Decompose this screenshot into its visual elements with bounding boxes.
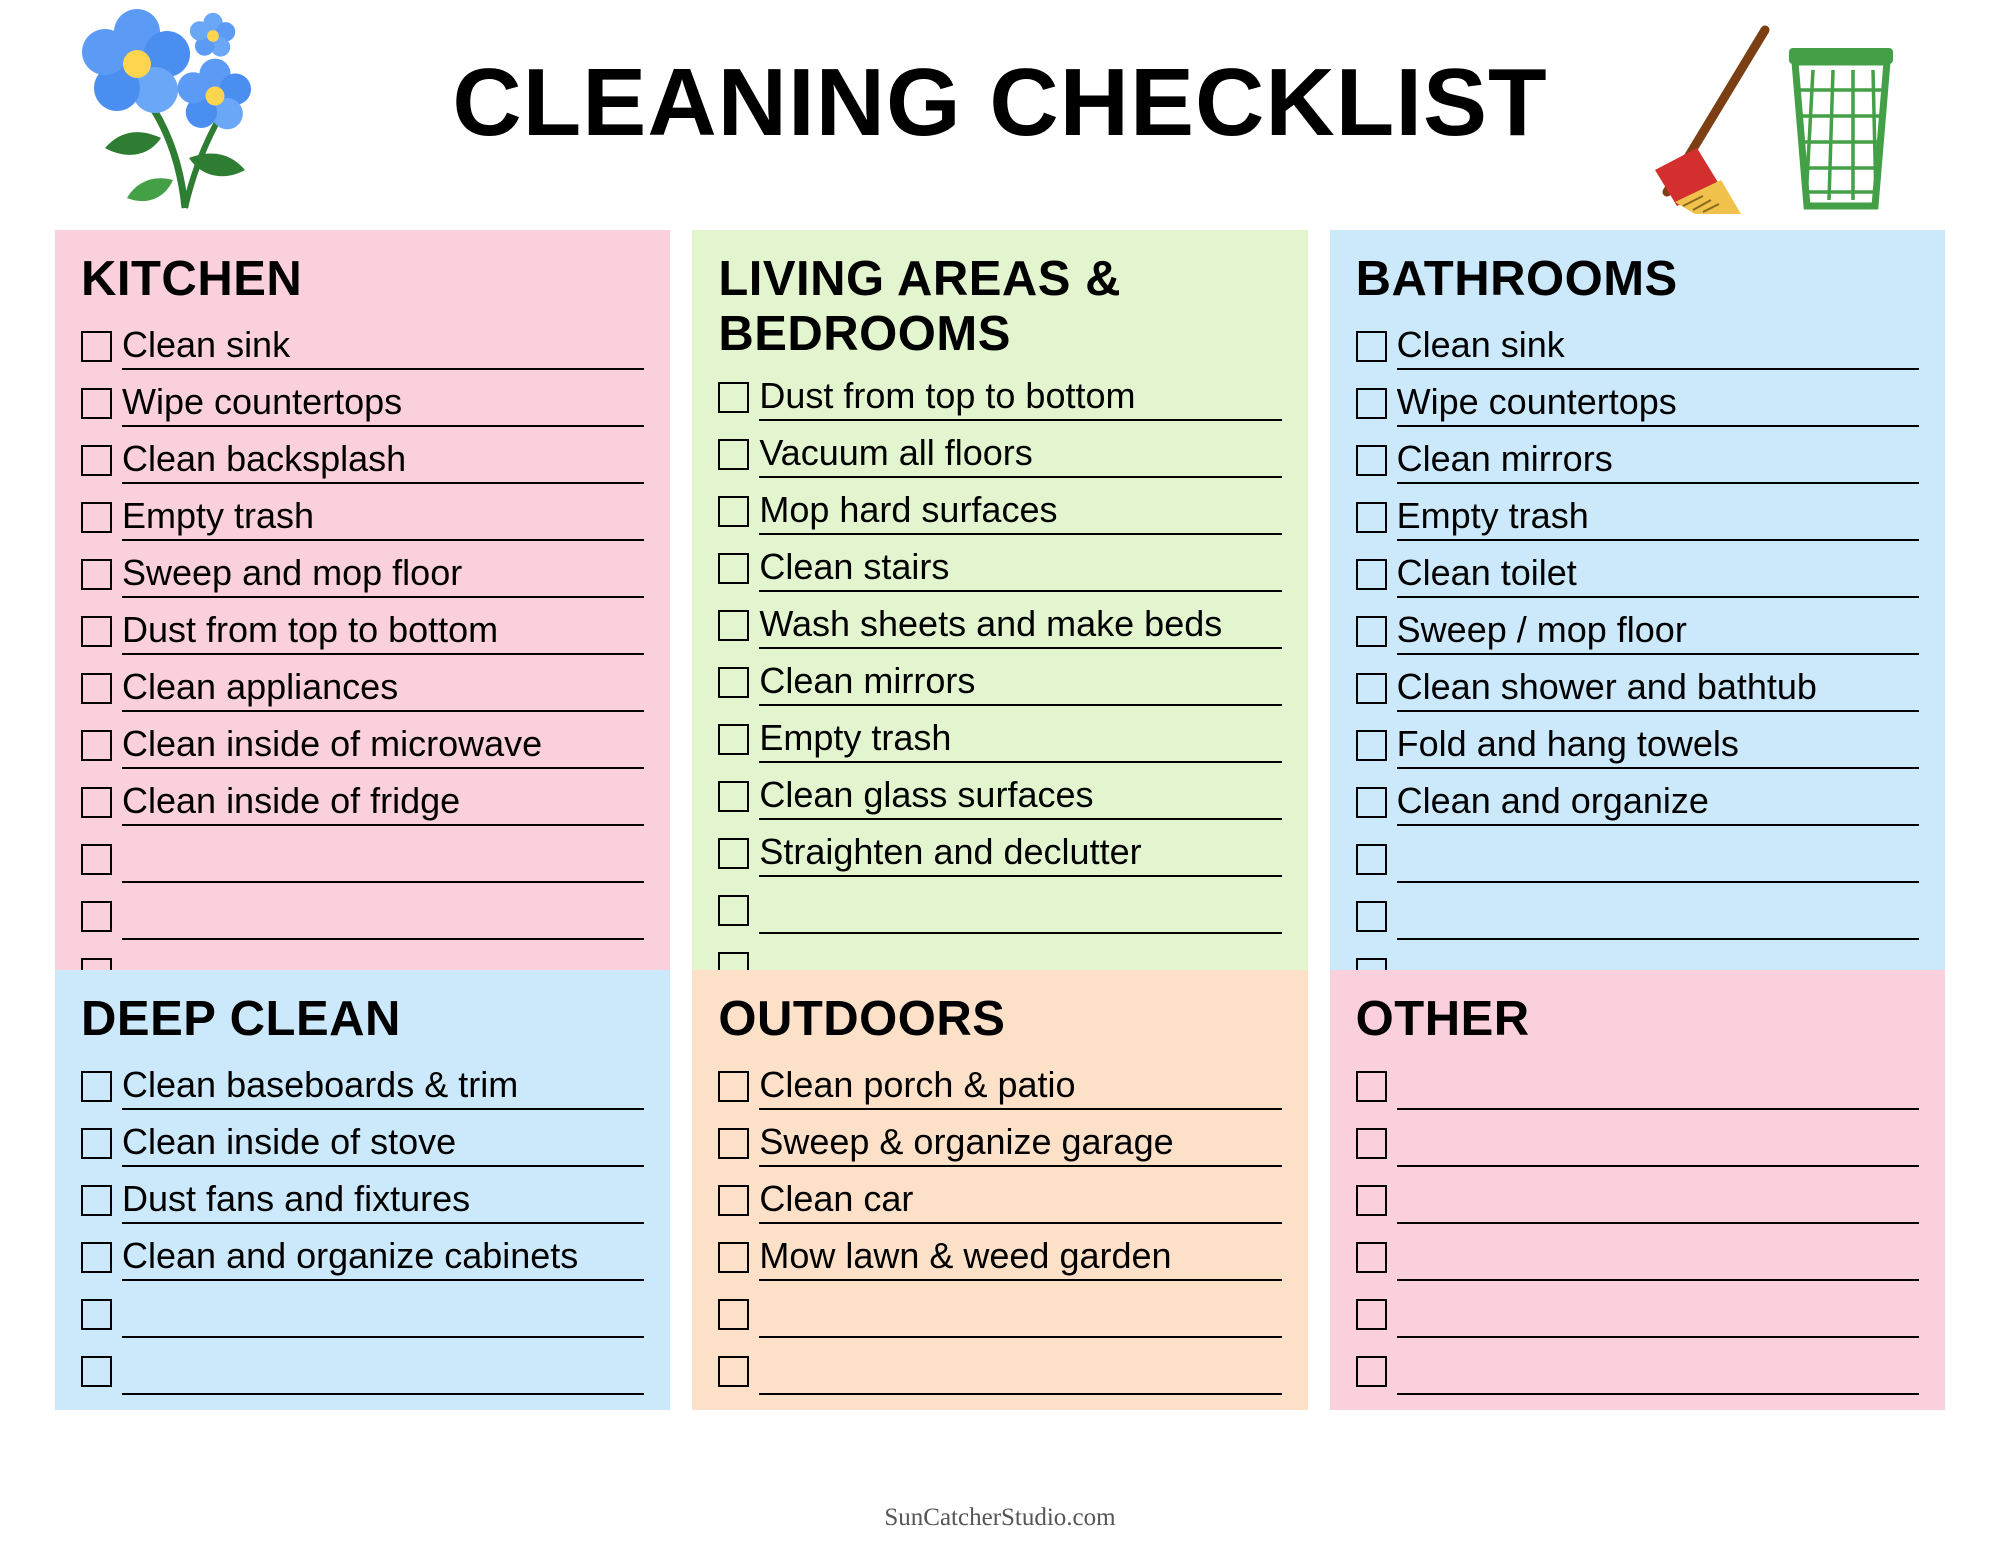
- checkbox[interactable]: [718, 724, 749, 755]
- checkbox[interactable]: [718, 1128, 749, 1159]
- list-item[interactable]: [81, 720, 644, 769]
- section-title: OUTDOORS: [718, 992, 1006, 1046]
- section-title: LIVING AREAS & BEDROOMS: [718, 252, 1121, 361]
- section-title: BATHROOMS: [1355, 252, 1678, 306]
- list-item[interactable]: [1356, 378, 1919, 427]
- checkbox[interactable]: [718, 553, 749, 584]
- item-label: Clean inside of stove: [122, 1123, 644, 1167]
- list-item[interactable]: [718, 1175, 1281, 1224]
- list-item[interactable]: [718, 828, 1281, 877]
- section-bathrooms: [1330, 230, 1945, 970]
- list-item[interactable]: [81, 1232, 644, 1281]
- checkbox[interactable]: [718, 895, 749, 926]
- list-item[interactable]: [718, 714, 1281, 763]
- list-item[interactable]: [1356, 549, 1919, 598]
- list-item-blank[interactable]: [1356, 1118, 1919, 1167]
- checkbox[interactable]: [718, 667, 749, 698]
- item-label: Clean and organize cabinets: [122, 1237, 644, 1281]
- checkbox[interactable]: [81, 1299, 112, 1330]
- checkbox[interactable]: [718, 781, 749, 812]
- item-write-in[interactable]: [122, 841, 644, 883]
- list-item[interactable]: [718, 771, 1281, 820]
- list-item-blank[interactable]: [81, 1346, 644, 1395]
- item-write-in[interactable]: [122, 898, 644, 940]
- section-title: KITCHEN: [81, 252, 303, 306]
- checkbox[interactable]: [718, 439, 749, 470]
- footer-credit: SunCatcherStudio.com: [884, 1504, 1116, 1531]
- item-write-in[interactable]: [759, 892, 1281, 934]
- checkbox[interactable]: [1356, 730, 1387, 761]
- item-label: Clean and organize: [1397, 782, 1919, 826]
- list-item[interactable]: [1356, 663, 1919, 712]
- item-write-in[interactable]: [759, 1296, 1281, 1338]
- item-label: Clean sink: [122, 326, 644, 370]
- item-label: Clean toilet: [1397, 554, 1919, 598]
- list-item[interactable]: [81, 435, 644, 484]
- checkbox[interactable]: [1356, 844, 1387, 875]
- checklist-items: [81, 321, 644, 997]
- section-title: DEEP CLEAN: [81, 992, 401, 1046]
- checklist-grid-row-1: [55, 230, 1945, 970]
- checkbox[interactable]: [81, 673, 112, 704]
- page-title: CLEANING CHECKLIST: [452, 49, 1548, 156]
- list-item[interactable]: [1356, 777, 1919, 826]
- section-other: [1330, 970, 1945, 1410]
- section-kitchen: [55, 230, 670, 970]
- list-item[interactable]: [81, 777, 644, 826]
- item-write-in[interactable]: [1397, 1296, 1919, 1338]
- checkbox[interactable]: [718, 838, 749, 869]
- checkbox[interactable]: [718, 1299, 749, 1330]
- checklist-grid-row-2: [55, 970, 1945, 1410]
- item-write-in[interactable]: [1397, 1068, 1919, 1110]
- checkbox[interactable]: [1356, 1071, 1387, 1102]
- list-item[interactable]: [1356, 492, 1919, 541]
- item-label: Clean stairs: [759, 548, 1281, 592]
- item-write-in[interactable]: [122, 1353, 644, 1395]
- checkbox[interactable]: [1356, 559, 1387, 590]
- checkbox[interactable]: [718, 1071, 749, 1102]
- list-item-blank[interactable]: [1356, 1289, 1919, 1338]
- item-label: Dust fans and fixtures: [122, 1180, 644, 1224]
- list-item[interactable]: [718, 372, 1281, 421]
- list-item[interactable]: [81, 663, 644, 712]
- broom-and-trash-can-icon: [1645, 20, 1905, 215]
- checkbox[interactable]: [718, 1185, 749, 1216]
- checkbox[interactable]: [1356, 1185, 1387, 1216]
- list-item-blank[interactable]: [718, 1289, 1281, 1338]
- list-item-blank[interactable]: [81, 834, 644, 883]
- checkbox[interactable]: [1356, 673, 1387, 704]
- item-label: Wash sheets and make beds: [759, 605, 1281, 649]
- checkbox[interactable]: [81, 559, 112, 590]
- item-label: Clean porch & patio: [759, 1066, 1281, 1110]
- list-item-blank[interactable]: [1356, 1232, 1919, 1281]
- item-label: Mop hard surfaces: [759, 491, 1281, 535]
- item-label: Clean shower and bathtub: [1397, 668, 1919, 712]
- list-item[interactable]: [718, 600, 1281, 649]
- item-label: Clean glass surfaces: [759, 776, 1281, 820]
- item-write-in[interactable]: [1397, 1125, 1919, 1167]
- item-write-in[interactable]: [1397, 1182, 1919, 1224]
- item-label: Empty trash: [1397, 497, 1919, 541]
- item-label: Fold and hang towels: [1397, 725, 1919, 769]
- list-item-blank[interactable]: [718, 885, 1281, 934]
- list-item-blank[interactable]: [81, 891, 644, 940]
- checkbox[interactable]: [81, 388, 112, 419]
- item-write-in[interactable]: [1397, 841, 1919, 883]
- checkbox[interactable]: [81, 730, 112, 761]
- list-item-blank[interactable]: [1356, 1346, 1919, 1395]
- item-label: Wipe countertops: [1397, 383, 1919, 427]
- list-item[interactable]: [81, 321, 644, 370]
- checklist-items: [1356, 1061, 1919, 1395]
- checkbox[interactable]: [81, 1185, 112, 1216]
- list-item[interactable]: [81, 549, 644, 598]
- list-item-blank[interactable]: [1356, 1061, 1919, 1110]
- item-label: Wipe countertops: [122, 383, 644, 427]
- checkbox[interactable]: [81, 1242, 112, 1273]
- item-write-in[interactable]: [759, 1353, 1281, 1395]
- list-item-blank[interactable]: [718, 1346, 1281, 1395]
- list-item[interactable]: [718, 1232, 1281, 1281]
- item-label: Clean inside of microwave: [122, 725, 644, 769]
- checkbox[interactable]: [1356, 901, 1387, 932]
- checkbox[interactable]: [1356, 1356, 1387, 1387]
- section-title: OTHER: [1355, 992, 1530, 1046]
- list-item[interactable]: [718, 1118, 1281, 1167]
- checkbox[interactable]: [1356, 502, 1387, 533]
- item-label: Sweep and mop floor: [122, 554, 644, 598]
- list-item[interactable]: [81, 1061, 644, 1110]
- list-item[interactable]: [718, 429, 1281, 478]
- checkbox[interactable]: [718, 1356, 749, 1387]
- list-item[interactable]: [718, 1061, 1281, 1110]
- item-label: Vacuum all floors: [759, 434, 1281, 478]
- checkbox[interactable]: [718, 382, 749, 413]
- checkbox[interactable]: [1356, 1128, 1387, 1159]
- item-write-in[interactable]: [1397, 898, 1919, 940]
- item-label: Sweep / mop floor: [1397, 611, 1919, 655]
- checkbox[interactable]: [1356, 787, 1387, 818]
- checkbox[interactable]: [81, 616, 112, 647]
- item-label: Straighten and declutter: [759, 833, 1281, 877]
- checkbox[interactable]: [81, 787, 112, 818]
- list-item-blank[interactable]: [1356, 891, 1919, 940]
- list-item-blank[interactable]: [1356, 1175, 1919, 1224]
- list-item[interactable]: [81, 378, 644, 427]
- item-label: Sweep & organize garage: [759, 1123, 1281, 1167]
- checkbox[interactable]: [81, 844, 112, 875]
- item-label: Clean appliances: [122, 668, 644, 712]
- list-item[interactable]: [1356, 435, 1919, 484]
- item-label: Empty trash: [759, 719, 1281, 763]
- list-item[interactable]: [81, 1118, 644, 1167]
- section-outdoors: [692, 970, 1307, 1410]
- item-label: Clean mirrors: [759, 662, 1281, 706]
- item-label: Clean sink: [1397, 326, 1919, 370]
- checkbox[interactable]: [1356, 616, 1387, 647]
- item-label: Empty trash: [122, 497, 644, 541]
- list-item[interactable]: [718, 486, 1281, 535]
- item-write-in[interactable]: [1397, 1239, 1919, 1281]
- item-label: Clean baseboards & trim: [122, 1066, 644, 1110]
- checkbox[interactable]: [81, 502, 112, 533]
- checklist-items: [81, 1061, 644, 1395]
- checklist-items: [1356, 321, 1919, 997]
- list-item[interactable]: [1356, 606, 1919, 655]
- checkbox[interactable]: [81, 331, 112, 362]
- list-item[interactable]: [1356, 720, 1919, 769]
- checkbox[interactable]: [81, 1128, 112, 1159]
- list-item-blank[interactable]: [1356, 834, 1919, 883]
- list-item[interactable]: [1356, 321, 1919, 370]
- item-write-in[interactable]: [122, 1296, 644, 1338]
- item-label: Clean mirrors: [1397, 440, 1919, 484]
- item-label: Dust from top to bottom: [759, 377, 1281, 421]
- checklist-items: [718, 372, 1281, 991]
- list-item[interactable]: [718, 657, 1281, 706]
- list-item[interactable]: [718, 543, 1281, 592]
- item-label: Clean backsplash: [122, 440, 644, 484]
- item-label: Mow lawn & weed garden: [759, 1237, 1281, 1281]
- checkbox[interactable]: [81, 1071, 112, 1102]
- page-header: [55, 0, 1945, 230]
- list-item[interactable]: [81, 1175, 644, 1224]
- item-label: Dust from top to bottom: [122, 611, 644, 655]
- checkbox[interactable]: [81, 445, 112, 476]
- checkbox[interactable]: [1356, 1242, 1387, 1273]
- checkbox[interactable]: [718, 610, 749, 641]
- checkbox[interactable]: [81, 901, 112, 932]
- checkbox[interactable]: [1356, 1299, 1387, 1330]
- list-item[interactable]: [81, 492, 644, 541]
- checkbox[interactable]: [718, 496, 749, 527]
- checkbox[interactable]: [718, 1242, 749, 1273]
- section-deep-clean: [55, 970, 670, 1410]
- list-item[interactable]: [81, 606, 644, 655]
- checklist-items: [718, 1061, 1281, 1395]
- checkbox[interactable]: [1356, 331, 1387, 362]
- list-item-blank[interactable]: [81, 1289, 644, 1338]
- checkbox[interactable]: [1356, 445, 1387, 476]
- item-write-in[interactable]: [1397, 1353, 1919, 1395]
- section-living-areas-bedrooms: [692, 230, 1307, 970]
- item-label: Clean car: [759, 1180, 1281, 1224]
- checkbox[interactable]: [81, 1356, 112, 1387]
- checkbox[interactable]: [1356, 388, 1387, 419]
- item-label: Clean inside of fridge: [122, 782, 644, 826]
